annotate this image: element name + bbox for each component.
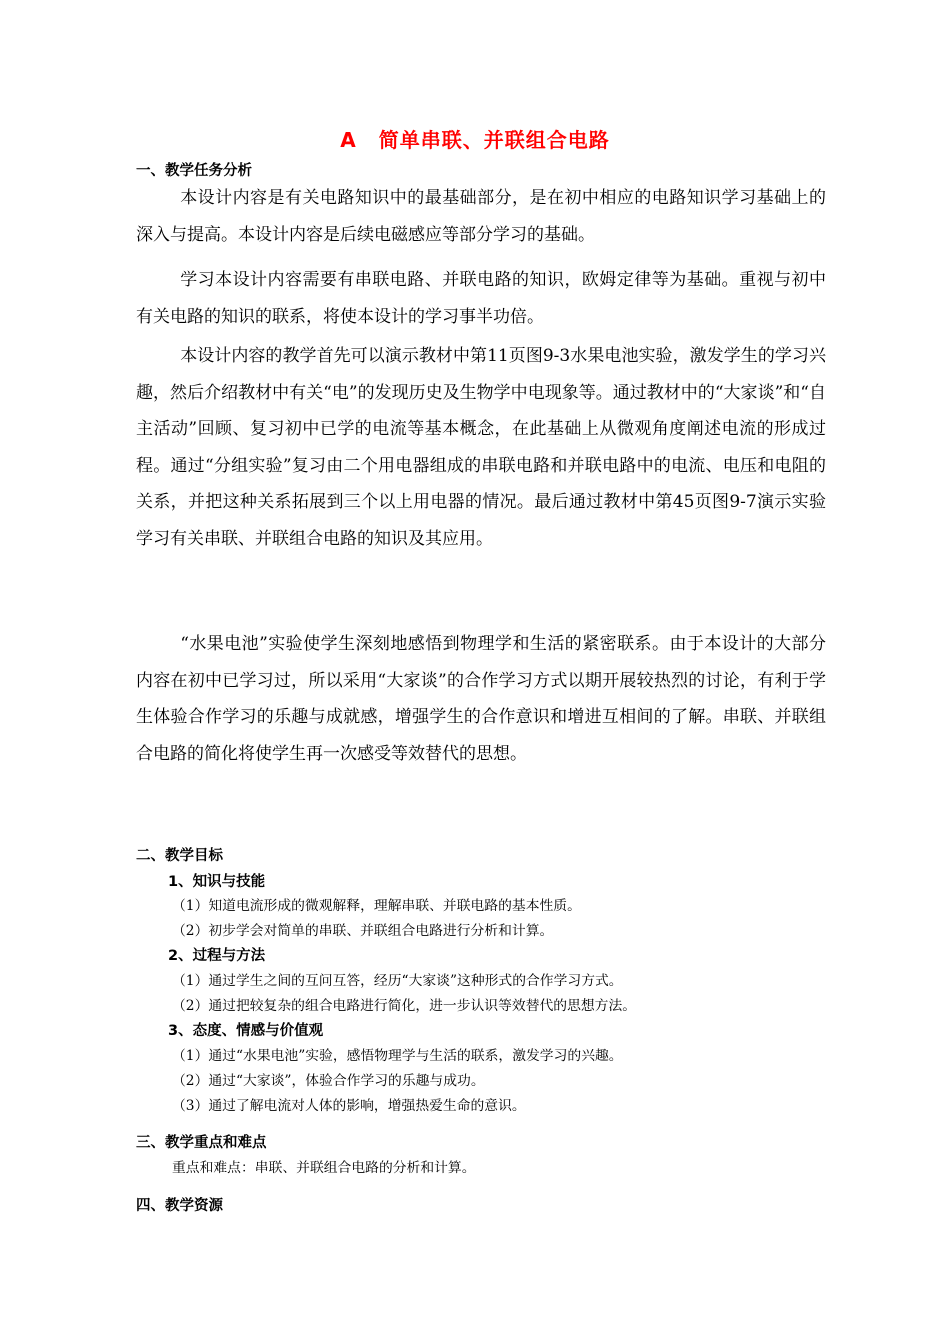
key-points-text: 重点和难点：串联、并联组合电路的分析和计算。 [172,1160,476,1176]
paragraph-4: “水果电池”实验使学生深刻地感悟到物理学和生活的紧密联系。由于本设计的大部分内容在初中已学习过，所以采用“大家谈”的合作学习方式以期开展较热烈的讨论，有利于学生体验合作学习的乐趣与成就感，增强学生的合作意识和增进互相间的了解。串联、并联组合电路的简化将使学生再一次感受等效替代的思想。 [136,634,826,764]
section-heading-key-points: 三、教学重点和难点 [136,1135,267,1151]
paragraph-2: 学习本设计内容需要有串联电路、并联电路的知识，欧姆定律等为基础。重视与初中有关电路的知识的联系，将使本设计的学习事半功倍。 [136,270,826,327]
section-heading-resources: 四、教学资源 [136,1198,223,1214]
objective-item: （1）通过学生之间的互问互答，经历“大家谈”这种形式的合作学习方式。 [172,973,623,989]
objective-item: （1）知道电流形成的微观解释，理解串联、并联电路的基本性质。 [172,898,581,914]
objective-item: （2）通过“大家谈”，体验合作学习的乐趣与成功。 [172,1073,485,1089]
document-title [0,124,950,153]
objective-item: （2）初步学会对简单的串联、并联组合电路进行分析和计算。 [172,923,554,939]
title-letter: A [340,128,357,152]
title-text: 简单串联、并联组合电路 [378,128,610,152]
paragraph-3: 本设计内容的教学首先可以演示教材中第11页图9-3水果电池实验，激发学生的学习兴趣，然后介绍教材中有关“电”的发现历史及生物学中电现象等。通过教材中的“大家谈”和“自主活动”回顾、复习初中已学的电流等基本概念，在此基础上从微观角度阐述电流的形成过程。通过“分组实验”复习由二个用电器组成的串联电路和并联电路中的电流、电压和电阻的关系，并把这种关系拓展到三个以上用电器的情况。最后通过教材中第45页图9-7演示实验学习有关串联、并联组合电路的知识及其应用。 [136,346,826,549]
objective-item: （2）通过把较复杂的组合电路进行简化，进一步认识等效替代的思想方法。 [172,998,637,1014]
objective-group-heading: 1、知识与技能 [168,874,266,890]
paragraph-1: 本设计内容是有关电路知识中的最基础部分，是在初中相应的电路知识学习基础上的深入与提高。本设计内容是后续电磁感应等部分学习的基础。 [136,188,826,245]
section-heading-objectives: 二、教学目标 [136,848,223,864]
objective-item: （1）通过“水果电池”实验，感悟物理学与生活的联系，激发学习的兴趣。 [172,1048,623,1064]
section-heading-task-analysis: 一、教学任务分析 [136,163,252,179]
objective-group-heading: 3、态度、情感与价值观 [168,1023,324,1039]
objective-item: （3）通过了解电流对人体的影响，增强热爱生命的意识。 [172,1098,526,1114]
objective-group-heading: 2、过程与方法 [168,948,266,964]
